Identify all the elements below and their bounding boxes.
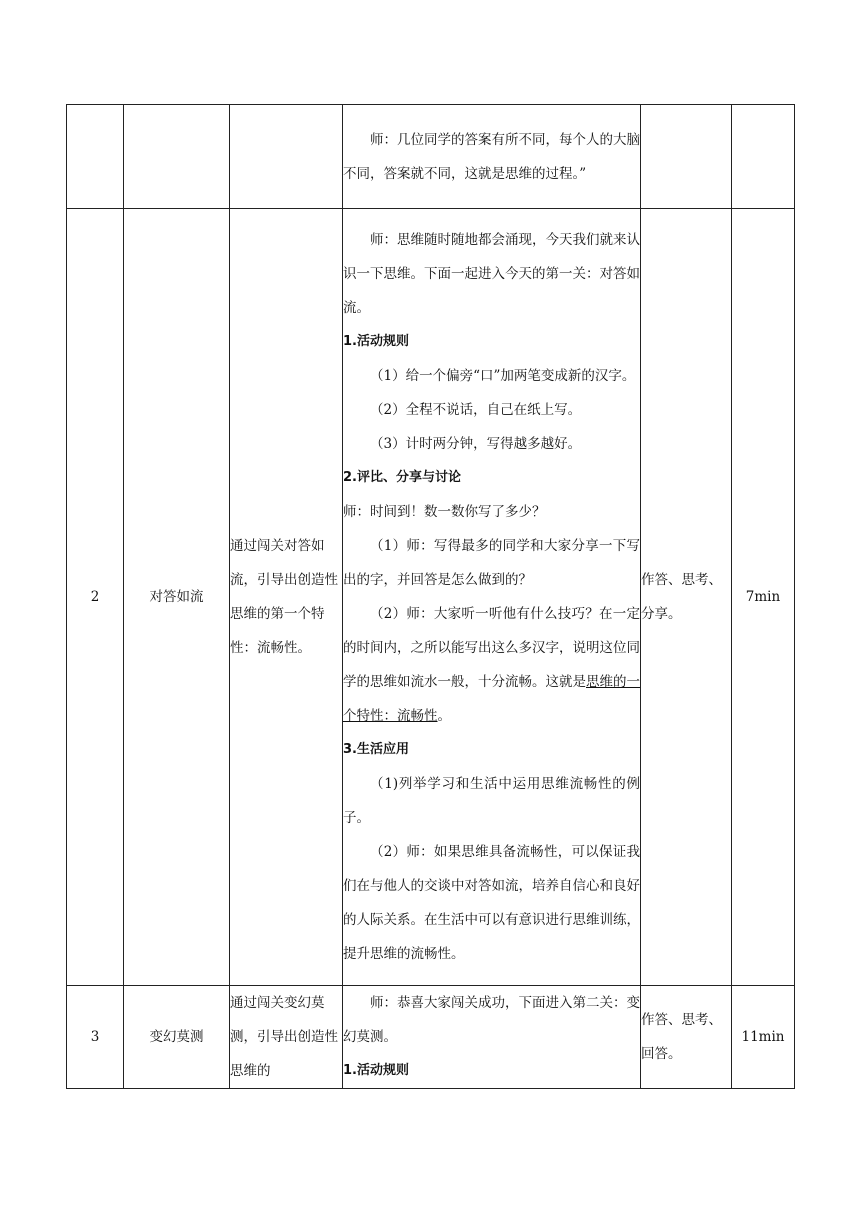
step-goal-cell: 通过闯关变幻莫测，引导出创造性思维的: [230, 986, 343, 1089]
duration-cell: 7min: [732, 209, 795, 986]
process-paragraph: （1）给一个偏旁“口”加两笔变成新的汉字。: [370, 368, 636, 384]
step-name-cell: [124, 105, 230, 209]
step-process-cell: [343, 209, 641, 986]
step-name-cell: 变幻莫测: [124, 986, 230, 1089]
step-number-cell: 2: [67, 209, 124, 986]
student-activity-cell: 作答、思考、分享。: [641, 209, 732, 986]
process-paragraph: 师：思维随时随地都会涌现，今天我们就来认识一下思维。下面一起进入今天的第一关：对答如流。: [343, 232, 640, 316]
table-row: [67, 986, 795, 1089]
table-row: [67, 105, 795, 209]
step-number-cell: 3: [67, 986, 124, 1089]
section-heading: 1.活动规则: [343, 1063, 409, 1078]
process-paragraph: （1）师：写得最多的同学和大家分享一下写出的字，并回答是怎么做到的？: [343, 538, 640, 588]
process-paragraph: [343, 597, 640, 733]
step-goal-cell: [230, 105, 343, 209]
table-row: [67, 209, 795, 986]
lesson-plan-table: [66, 104, 795, 1089]
process-paragraph: （2）师：如果思维具备流畅性，可以保证我们在与他人的交谈中对答如流，培养自信心和良好的人际关系。在生活中可以有意识进行思维训练，提升思维的流畅性。: [343, 844, 640, 962]
process-paragraph: 师：时间到！数一数你写了多少？: [343, 504, 546, 520]
section-heading: 3.生活应用: [343, 742, 409, 757]
process-paragraph: （1)列举学习和生活中运用思维流畅性的例子。: [343, 776, 640, 826]
process-text: 。: [437, 708, 451, 724]
section-heading: 2.评比、分享与讨论: [343, 470, 461, 485]
process-paragraph: 师：几位同学的答案有所不同，每个人的大脑不同，答案就不同，这就是思维的过程。”: [343, 131, 640, 182]
step-process-cell: [343, 105, 641, 209]
process-paragraph: （3）计时两分钟，写得越多越好。: [370, 436, 582, 452]
step-name-cell: 对答如流: [124, 209, 230, 986]
section-heading: 1.活动规则: [343, 334, 409, 349]
duration-cell: [732, 105, 795, 209]
process-paragraph: （2）全程不说话，自己在纸上写。: [370, 402, 582, 418]
step-goal-cell: 通过闯关对答如流，引导出创造性思维的第一个特性：流畅性。: [230, 209, 343, 986]
underlined-key-point: 思维的一个特性：流畅性: [343, 674, 640, 724]
step-number-cell: [67, 105, 124, 209]
student-activity-cell: 作答、思考、回答。: [641, 986, 732, 1089]
process-text: （2）师：大家听一听他有什么技巧？在一定的时间内，之所以能写出这么多汉字，说明这位同学的思维如流水一般，十分流畅。这就是: [343, 606, 640, 690]
duration-cell: 11min: [732, 986, 795, 1089]
process-paragraph: 师：恭喜大家闯关成功，下面进入第二关：变幻莫测。: [343, 995, 640, 1045]
step-process-cell: [343, 986, 641, 1089]
student-activity-cell: [641, 105, 732, 209]
